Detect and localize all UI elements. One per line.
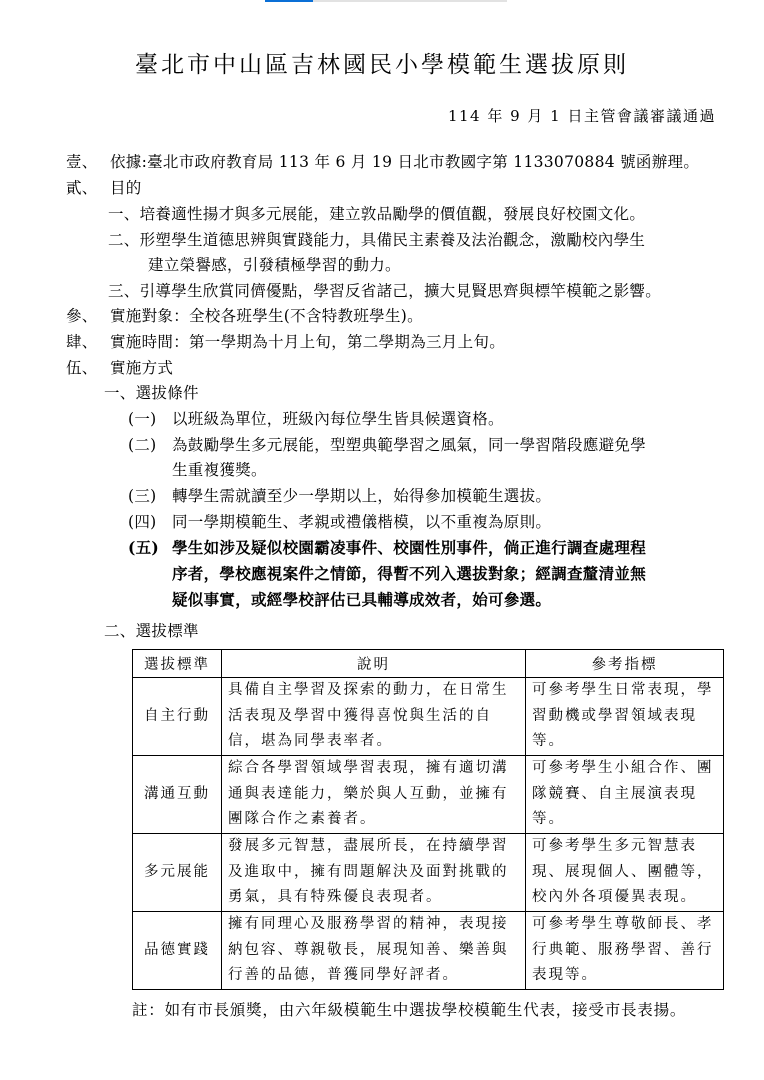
section-basis: [66, 150, 699, 174]
condition-item: [128, 510, 551, 534]
cell-indicator: 可參考學生日常表現，學習動機或學習領域表現等。: [526, 678, 724, 756]
loading-progress-bar: [265, 0, 507, 2]
subsection-text: 選拔標準: [135, 622, 199, 640]
purpose-item: [108, 279, 661, 303]
cell-indicator: 可參考學生尊敬師長、孝行典範、服務學習、善行表現等。: [526, 912, 724, 990]
section-number: 參、: [66, 307, 98, 325]
section-number: 貳、: [66, 179, 98, 197]
item-number: (四): [128, 513, 157, 531]
column-header-description: 說明: [222, 650, 526, 678]
cell-description: 擁有同理心及服務學習的精神，表現接納包容、尊親敬長，展現知善、樂善與行善的品德，普獲同學好評者。: [222, 912, 526, 990]
condition-item: [128, 484, 551, 508]
subsection-conditions: [104, 381, 199, 405]
section-text: 目的: [110, 179, 142, 197]
item-text: 培養適性揚才與多元展能，建立敦品勵學的價值觀，發展良好校園文化。: [139, 205, 646, 223]
item-number: 二、: [108, 231, 140, 249]
item-text: 引導學生欣賞同儕優點，學習反省諸己，擴大見賢思齊與標竿模範之影響。: [139, 282, 662, 300]
condition-item-continued: 疑似事實，或經學校評估已具輔導成效者，始可參選。: [172, 590, 552, 609]
condition-item-continued: 生重複獲獎。: [172, 461, 267, 479]
section-text: 實施對象：全校各班學生(不含特教班學生)。: [110, 307, 423, 325]
table-row: [133, 912, 724, 990]
purpose-item: [108, 202, 645, 226]
table-row: [133, 756, 724, 834]
section-purpose: [66, 176, 142, 200]
item-text: 以班級為單位，班級內每位學生皆具候選資格。: [172, 410, 504, 428]
table-row: [133, 678, 724, 756]
column-header-indicator: 參考指標: [526, 650, 724, 678]
subsection-number: 二、: [104, 622, 136, 640]
condition-item: [128, 433, 646, 457]
cell-description: 綜合各學習領域學習表現，擁有適切溝通與表達能力，樂於與人互動，並擁有團隊合作之素養者。: [222, 756, 526, 834]
purpose-item-continued: 建立榮譽感，引發積極學習的動力。: [148, 256, 401, 274]
section-method: [66, 356, 173, 380]
item-text: 形塑學生道德思辨與實踐能力，具備民主素養及法治觀念，激勵校內學生: [139, 231, 646, 249]
criteria-table: [132, 649, 724, 990]
table-header-row: [133, 650, 724, 678]
cell-standard: 自主行動: [133, 678, 222, 756]
item-number: (二): [128, 436, 157, 454]
approval-date: 114 年 9 月 1 日主管會議審議通過: [447, 107, 716, 125]
cell-indicator: 可參考學生多元智慧表現、展現個人、團體等，校內外各項優異表現。: [526, 834, 724, 912]
condition-item: [128, 407, 504, 431]
item-number: 三、: [108, 282, 140, 300]
section-target: [66, 304, 423, 328]
section-text: 實施時間：第一學期為十月上旬，第二學期為三月上旬。: [110, 333, 506, 351]
subsection-criteria: [104, 619, 199, 643]
item-number: (一): [128, 410, 157, 428]
item-text: 同一學期模範生、孝親或禮儀楷模，以不重複為原則。: [172, 513, 552, 531]
section-schedule: [66, 330, 505, 354]
subsection-number: 一、: [104, 384, 136, 402]
condition-item-bold: [128, 536, 646, 560]
page-title: 臺北市中山區吉林國民小學模範生選拔原則: [135, 52, 629, 78]
item-number: 一、: [108, 205, 140, 223]
cell-indicator: 可參考學生小組合作、團隊競賽、自主展演表現等。: [526, 756, 724, 834]
item-text: 轉學生需就讀至少一學期以上，始得參加模範生選拔。: [172, 487, 552, 505]
purpose-item: [108, 228, 645, 252]
condition-item-continued: 序者，學校應視案件之情節，得暫不列入選拔對象；經調查釐清並無: [172, 564, 647, 583]
subsection-text: 選拔條件: [135, 384, 199, 402]
item-number: (三): [128, 487, 157, 505]
loading-progress-fill: [265, 0, 313, 2]
item-text: 學生如涉及疑似校園霸凌事件、校園性別事件，倘正進行調查處理程: [172, 538, 647, 557]
cell-description: 具備自主學習及探索的動力，在日常生活表現及學習中獲得喜悅與生活的自信，堪為同學表率者。: [222, 678, 526, 756]
section-text: 實施方式: [110, 359, 174, 377]
column-header-standard: 選拔標準: [133, 650, 222, 678]
section-number: 肆、: [66, 333, 98, 351]
cell-standard: 溝通互動: [133, 756, 222, 834]
table-row: [133, 834, 724, 912]
section-number: 伍、: [66, 359, 98, 377]
item-number: (五): [128, 538, 160, 557]
section-number: 壹、: [66, 153, 98, 171]
item-text: 為鼓勵學生多元展能，型塑典範學習之風氣，同一學習階段應避免學: [172, 436, 647, 454]
cell-standard: 多元展能: [133, 834, 222, 912]
cell-standard: 品德實踐: [133, 912, 222, 990]
footnote: 註：如有市長頒獎，由六年級模範生中選拔學校模範生代表，接受市長表揚。: [132, 1001, 687, 1019]
cell-description: 發展多元智慧，盡展所長，在持續學習及進取中，擁有問題解決及面對挑戰的勇氣，具有特殊優良表現者。: [222, 834, 526, 912]
section-text: 依據:臺北市政府教育局 113 年 6 月 19 日北市教國字第 1133070884 號函辦理。: [110, 153, 700, 171]
